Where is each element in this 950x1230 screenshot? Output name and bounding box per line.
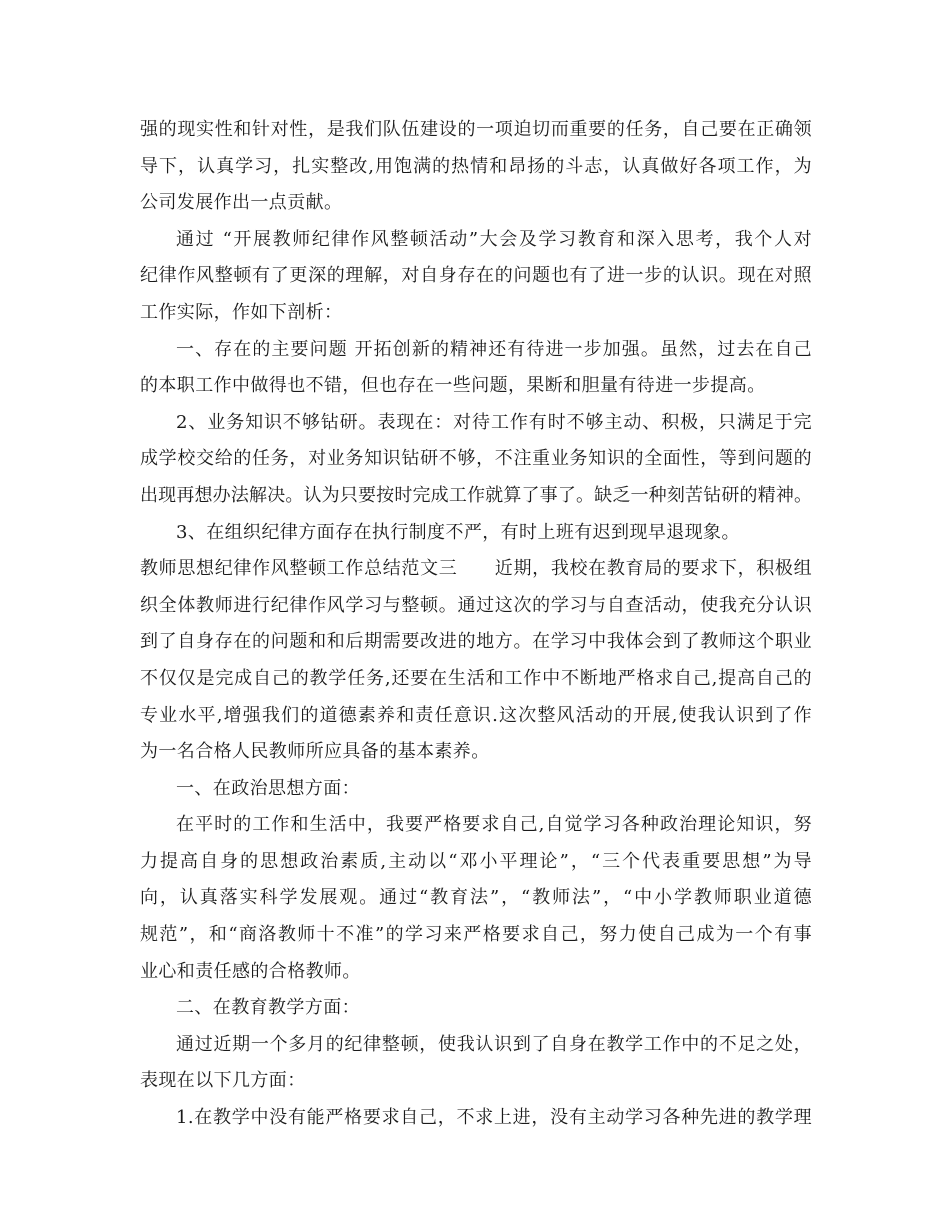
text-line: 的本职工作中做得也不错，但也存在一些问题，果断和胆量有待进一步提高。 xyxy=(140,375,766,397)
text-line: 织全体教师进行纪律作风学习与整顿。通过这次的学习与自查活动，使我充分认识 xyxy=(140,594,812,616)
text-line: 到了自身存在的问题和和后期需要改进的地方。在学习中我体会到了教师这个职业 xyxy=(140,631,812,653)
text-line: 通过近期一个多月的纪律整顿，使我认识到了自身在教学工作中的不足之处， xyxy=(176,1033,812,1055)
text-line: 一、存在的主要问题 开拓创新的精神还有待进一步加强。虽然，过去在自己 xyxy=(176,338,812,360)
text-line: 为一名合格人民教师所应具备的基本素养。 xyxy=(140,741,490,763)
text-line: 专业水平,增强我们的道德素养和责任意识.这次整风活动的开展,使我认识到了作 xyxy=(140,704,812,726)
text-line: 业心和责任感的合格教师。 xyxy=(140,960,361,982)
text-line: 在平时的工作和生活中，我要严格要求自己,自觉学习各种政治理论知识，努 xyxy=(176,814,812,836)
text-line: 纪律作风整顿有了更深的理解，对自身存在的问题也有了进一步的认识。现在对照 xyxy=(140,265,812,287)
text-line: 一、在政治思想方面： xyxy=(176,777,360,799)
text-line: 向，认真落实科学发展观。通过“教育法”，“教师法”，“中小学教师职业道德 xyxy=(140,887,812,909)
text-line: 通过 “开展教师纪律作风整顿活动”大会及学习教育和深入思考，我个人对 xyxy=(176,228,812,250)
text-line: 3、在组织纪律方面存在执行制度不严，有时上班有迟到现早退现象。 xyxy=(176,521,740,543)
text-line: 不仅仅是完成自己的教学任务,还要在生活和工作中不断地严格求自己,提高自己的 xyxy=(140,667,812,689)
text-line: 2、业务知识不够钻研。表现在：对待工作有时不够主动、积极，只满足于完 xyxy=(176,411,812,433)
text-line: 规范”，和“商洛教师十不准”的学习来严格要求自己，努力使自己成为一个有事 xyxy=(140,924,812,946)
text-line: 导下，认真学习，扎实整改,用饱满的热情和昂扬的斗志，认真做好各项工作，为 xyxy=(140,155,812,177)
document-body xyxy=(140,112,812,1137)
text-line: 二、在教育教学方面： xyxy=(176,997,360,1019)
text-line: 教师思想纪律作风整顿工作总结范文三 近期，我校在教育局的要求下，积极组 xyxy=(140,558,812,580)
text-line: 表现在以下几方面： xyxy=(140,1070,306,1092)
text-line: 成学校交给的任务，对业务知识钻研不够，不注重业务知识的全面性，等到问题的 xyxy=(140,448,812,470)
text-line: 出现再想办法解决。认为只要按时完成工作就算了事了。缺乏一种刻苦钻研的精神。 xyxy=(140,484,812,506)
text-line: 工作实际，作如下剖析： xyxy=(140,301,343,323)
text-line: 公司发展作出一点贡献。 xyxy=(140,192,343,214)
text-line: 强的现实性和针对性，是我们队伍建设的一项迫切而重要的任务，自己要在正确领 xyxy=(140,119,812,140)
text-line: 力提高自身的思想政治素质,主动以“邓小平理论”，“三个代表重要思想”为导 xyxy=(140,850,812,872)
text-line: 1.在教学中没有能严格要求自己，不求上进，没有主动学习各种先进的教学理 xyxy=(176,1107,812,1129)
